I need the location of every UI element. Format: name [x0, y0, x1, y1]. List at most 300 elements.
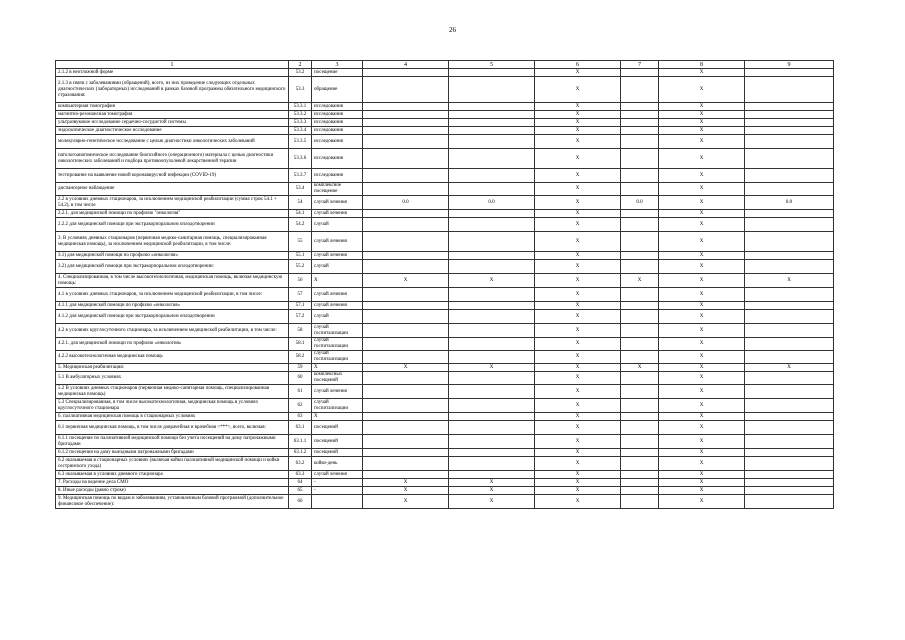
cell-value: X [659, 111, 745, 119]
cell-value: X [535, 111, 621, 119]
table-row [56, 421, 834, 435]
table-row [56, 260, 834, 274]
cell-value: X [535, 196, 621, 210]
cell-value [449, 338, 535, 351]
cell-value: X [535, 302, 621, 310]
cell-value: X [535, 135, 621, 149]
row-code: 53.4 [289, 183, 312, 196]
table-row [56, 364, 834, 372]
table-row [56, 385, 834, 399]
cell-value [449, 111, 535, 119]
row-unit: случай лечения [312, 232, 363, 252]
cell-value: X [659, 232, 745, 252]
cell-value [621, 135, 659, 149]
cell-value: X [659, 119, 745, 127]
cell-value: X [659, 183, 745, 196]
cell-value [449, 413, 535, 421]
cell-value: X [535, 183, 621, 196]
cell-value [363, 413, 449, 421]
cell-value [449, 471, 535, 479]
row-unit: посещений [312, 435, 363, 449]
row-name: магнитно-резонансная томография [56, 111, 289, 119]
row-unit: исследования [312, 135, 363, 149]
cell-value [621, 372, 659, 385]
row-code: 53.2 [289, 69, 312, 77]
table-row [56, 69, 834, 77]
cell-value: X [659, 69, 745, 77]
cell-value [621, 103, 659, 111]
table-row [56, 372, 834, 385]
cell-value: X [535, 274, 621, 288]
row-unit: обращение [312, 77, 363, 103]
cell-value [745, 449, 834, 457]
cell-value [745, 471, 834, 479]
cell-value: X [659, 288, 745, 302]
row-code: 65 [289, 487, 312, 495]
cell-value [745, 119, 834, 127]
row-code: 56 [289, 274, 312, 288]
row-unit: случай госпитализации [312, 324, 363, 338]
table-row [56, 169, 834, 183]
column-number: 6 [535, 61, 621, 69]
cell-value [621, 449, 659, 457]
cell-value [745, 111, 834, 119]
row-code: 53.3.2 [289, 111, 312, 119]
cell-value [621, 338, 659, 351]
cell-value: X [659, 302, 745, 310]
cell-value: X [535, 351, 621, 364]
cell-value: X [659, 471, 745, 479]
cell-value [745, 310, 834, 324]
row-unit: - [312, 487, 363, 495]
row-name: 2.2 в условиях дневных стационаров, за исключением медицинской реабилитации (сумма строк 54.1 + 54.2), в том числе [56, 196, 289, 210]
cell-value: X [363, 274, 449, 288]
cell-value [621, 471, 659, 479]
table-row [56, 218, 834, 232]
cell-value: X [659, 77, 745, 103]
row-name: молекулярно-генетическое исследование с целью диагностики онкологических заболеваний [56, 135, 289, 149]
row-name: 9. Медицинская помощь по видам и заболеваниям, установленным базовой программой (дополнительное финансовое обеспечение): [56, 495, 289, 509]
row-name: 2.1.3 в связи с заболеваниями (обращений), всего, из них проведение следующих отдельных диагностических (лабораторных) исследований в рамках базовой программы обязательного медицинского страхования: [56, 77, 289, 103]
row-unit: случай госпитализации [312, 351, 363, 364]
cell-value [449, 260, 535, 274]
cell-value: X [535, 449, 621, 457]
row-unit: исследования [312, 149, 363, 169]
cell-value: X [535, 169, 621, 183]
row-code: 63.1.2 [289, 449, 312, 457]
row-name: 4.1.1 для медицинской помощи по профилю «онкология» [56, 302, 289, 310]
row-name: 7. Расходы на ведение дела СМО [56, 479, 289, 487]
cell-value: X [659, 421, 745, 435]
table-row [56, 479, 834, 487]
cell-value [621, 351, 659, 364]
cell-value: X [659, 487, 745, 495]
cell-value: X [535, 119, 621, 127]
cell-value: X [449, 274, 535, 288]
cell-value: X [659, 449, 745, 457]
cell-value [449, 421, 535, 435]
column-number: 5 [449, 61, 535, 69]
cell-value: X [745, 274, 834, 288]
cell-value [449, 252, 535, 260]
row-unit: случай лечения [312, 471, 363, 479]
table-row [56, 149, 834, 169]
cell-value [621, 399, 659, 413]
row-name: 2.2.1. для медицинской помощи по профилю "онкология" [56, 210, 289, 218]
row-code: 58.2 [289, 351, 312, 364]
cell-value: X [659, 338, 745, 351]
row-code: 57 [289, 288, 312, 302]
cell-value [363, 471, 449, 479]
row-unit: исследования [312, 127, 363, 135]
cell-value [449, 435, 535, 449]
row-name: 6. паллиативная медицинская помощь в стационарных условиях [56, 413, 289, 421]
cell-value: X [659, 135, 745, 149]
cell-value: X [535, 210, 621, 218]
cell-value [745, 288, 834, 302]
cell-value [745, 69, 834, 77]
row-name: компьютерная томография [56, 103, 289, 111]
cell-value [745, 260, 834, 274]
row-name: эндоскопическое диагностическое исследование [56, 127, 289, 135]
cell-value [621, 232, 659, 252]
cell-value [745, 435, 834, 449]
cell-value: X [449, 495, 535, 509]
cell-value [363, 77, 449, 103]
cell-value [621, 210, 659, 218]
cell-value [621, 495, 659, 509]
table-row [56, 135, 834, 149]
cell-value [363, 127, 449, 135]
row-code: 53.3.5 [289, 135, 312, 149]
row-code: 63.3 [289, 471, 312, 479]
cell-value: X [363, 495, 449, 509]
cell-value [449, 210, 535, 218]
cell-value [745, 495, 834, 509]
cell-value [449, 302, 535, 310]
cell-value: X [535, 77, 621, 103]
table-row [56, 103, 834, 111]
row-name: 2.1.2 в неотложной форме [56, 69, 289, 77]
row-unit: посещение [312, 69, 363, 77]
row-unit: исследования [312, 119, 363, 127]
cell-value [621, 260, 659, 274]
cell-value [449, 310, 535, 324]
cell-value: X [659, 413, 745, 421]
cell-value: X [535, 260, 621, 274]
cell-value [363, 399, 449, 413]
cell-value [621, 77, 659, 103]
table-row [56, 196, 834, 210]
cell-value [745, 351, 834, 364]
row-name: 3. В условиях дневных стационаров (первичная медико-санитарная помощь, специализированная медицинская помощь), за исключением медицинской реабилитации, в том числе: [56, 232, 289, 252]
cell-value: X [659, 457, 745, 471]
cell-value [745, 232, 834, 252]
data-table [55, 60, 834, 509]
row-code: 64 [289, 479, 312, 487]
cell-value: X [659, 218, 745, 232]
row-name: диспансерное наблюдение [56, 183, 289, 196]
row-code: 57.1 [289, 302, 312, 310]
row-unit: X [312, 413, 363, 421]
cell-value [745, 183, 834, 196]
cell-value [363, 183, 449, 196]
cell-value [745, 338, 834, 351]
column-number: 9 [745, 61, 834, 69]
cell-value [621, 487, 659, 495]
cell-value [363, 210, 449, 218]
cell-value [745, 103, 834, 111]
cell-value: X [449, 487, 535, 495]
cell-value [449, 169, 535, 183]
table-row [56, 413, 834, 421]
row-name: 5.3 Специализированная, в том числе высокотехнологичная, медицинская помощь в условиях круглосуточного стационара [56, 399, 289, 413]
cell-value [363, 310, 449, 324]
cell-value [363, 252, 449, 260]
row-code: 60 [289, 372, 312, 385]
cell-value [363, 103, 449, 111]
cell-value [363, 119, 449, 127]
cell-value: X [659, 127, 745, 135]
cell-value: X [535, 495, 621, 509]
cell-value: X [449, 364, 535, 372]
row-code: 53.3.7 [289, 169, 312, 183]
cell-value [449, 351, 535, 364]
cell-value [363, 135, 449, 149]
cell-value: X [621, 364, 659, 372]
cell-value [449, 119, 535, 127]
cell-value: X [535, 232, 621, 252]
row-code: 62 [289, 399, 312, 413]
row-code: 63.1.1 [289, 435, 312, 449]
table-row [56, 351, 834, 364]
row-unit: случай лечения [312, 385, 363, 399]
cell-value: X [535, 218, 621, 232]
cell-value [745, 252, 834, 260]
cell-value [745, 149, 834, 169]
row-code: 63 [289, 413, 312, 421]
row-name: 8. Иные расходы (равно строке) [56, 487, 289, 495]
cell-value [621, 457, 659, 471]
row-code: 55.1 [289, 252, 312, 260]
cell-value: X [449, 479, 535, 487]
cell-value [449, 232, 535, 252]
row-name: 4. Специализированная, в том числе высокотехнологичная, медицинская помощь, включая медицинскую помощь: [56, 274, 289, 288]
cell-value: X [535, 310, 621, 324]
cell-value [621, 479, 659, 487]
cell-value [363, 302, 449, 310]
row-code: 53.3.4 [289, 127, 312, 135]
cell-value [363, 421, 449, 435]
row-name: 3.2) для медицинской помощи при экстракорпоральном оплодотворении: [56, 260, 289, 274]
row-code: 53.3.1 [289, 103, 312, 111]
row-code: 58.1 [289, 338, 312, 351]
cell-value [363, 351, 449, 364]
cell-value [745, 218, 834, 232]
row-unit: исследования [312, 111, 363, 119]
row-name: 6.3 оказываемая в условиях дневного стационара [56, 471, 289, 479]
row-code: 54.2 [289, 218, 312, 232]
table-row [56, 274, 834, 288]
row-unit: случай лечения [312, 302, 363, 310]
cell-value [449, 449, 535, 457]
cell-value: X [659, 252, 745, 260]
cell-value: X [535, 413, 621, 421]
row-unit: случай лечения [312, 252, 363, 260]
cell-value [745, 399, 834, 413]
cell-value: X [535, 127, 621, 135]
cell-value [621, 288, 659, 302]
cell-value [621, 69, 659, 77]
row-name: 2.2.2 для медицинской помощи при экстракорпоральном оплодотворении [56, 218, 289, 232]
cell-value [621, 385, 659, 399]
cell-value [621, 413, 659, 421]
row-unit: посещений [312, 449, 363, 457]
cell-value [621, 119, 659, 127]
cell-value [449, 127, 535, 135]
column-number: 4 [363, 61, 449, 69]
table-row [56, 127, 834, 135]
row-code: 54.1 [289, 210, 312, 218]
row-code: 53.3 [289, 77, 312, 103]
row-code: 53.3.3 [289, 119, 312, 127]
column-number: 8 [659, 61, 745, 69]
column-number: 2 [289, 61, 312, 69]
cell-value: X [659, 210, 745, 218]
table-row [56, 495, 834, 509]
cell-value [449, 372, 535, 385]
cell-value [621, 183, 659, 196]
cell-value [621, 310, 659, 324]
cell-value: X [535, 252, 621, 260]
row-code: 63.2 [289, 457, 312, 471]
row-code: 61 [289, 385, 312, 399]
cell-value [745, 385, 834, 399]
cell-value [449, 457, 535, 471]
cell-value: X [535, 324, 621, 338]
cell-value [449, 288, 535, 302]
cell-value: X [535, 385, 621, 399]
cell-value [621, 169, 659, 183]
row-name: 4.2 в условиях круглосуточного стационара, за исключением медицинской реабилитации, в том числе: [56, 324, 289, 338]
cell-value: X [659, 435, 745, 449]
cell-value [745, 77, 834, 103]
column-number: 1 [56, 61, 289, 69]
cell-value: X [535, 364, 621, 372]
row-name: 4.2.2 высокотехнологичная медицинская помощь [56, 351, 289, 364]
cell-value [449, 135, 535, 149]
cell-value [621, 127, 659, 135]
cell-value: X [659, 385, 745, 399]
row-code: 54 [289, 196, 312, 210]
table-row [56, 210, 834, 218]
cell-value [621, 421, 659, 435]
row-name: 6.2 оказываемая в стационарных условиях (включая койки паллиативной медицинской помощи и койки сестринского ухода) [56, 457, 289, 471]
cell-value: X [535, 399, 621, 413]
cell-value [621, 435, 659, 449]
row-unit: случай [312, 310, 363, 324]
column-number: 7 [621, 61, 659, 69]
cell-value [745, 135, 834, 149]
table-body [56, 61, 834, 509]
cell-value [745, 413, 834, 421]
row-unit: случай лечения [312, 288, 363, 302]
cell-value: 0.0 [363, 196, 449, 210]
table-row [56, 471, 834, 479]
row-unit: X [312, 364, 363, 372]
cell-value: 0.0 [621, 196, 659, 210]
cell-value [745, 487, 834, 495]
cell-value [449, 103, 535, 111]
cell-value [363, 324, 449, 338]
cell-value: X [535, 487, 621, 495]
page-number: 26 [449, 26, 456, 34]
row-code: 59 [289, 364, 312, 372]
row-unit: посещений [312, 421, 363, 435]
cell-value: X [535, 69, 621, 77]
cell-value [449, 218, 535, 232]
row-name: 6.1 первичная медицинская помощь, в том числе доврачебная и врачебная <***>, всего, включая: [56, 421, 289, 435]
cell-value [363, 149, 449, 169]
row-name: ультразвуковое исследование сердечно-сосудистой системы [56, 119, 289, 127]
row-name: 5.1 В амбулаторных условиях [56, 372, 289, 385]
table-row [56, 338, 834, 351]
cell-value: X [659, 103, 745, 111]
table-row [56, 310, 834, 324]
row-unit: случай [312, 218, 363, 232]
cell-value [621, 252, 659, 260]
cell-value [621, 302, 659, 310]
cell-value: X [535, 149, 621, 169]
cell-value: X [659, 399, 745, 413]
cell-value [363, 385, 449, 399]
cell-value: X [659, 149, 745, 169]
table-row [56, 302, 834, 310]
cell-value [363, 111, 449, 119]
cell-value [449, 385, 535, 399]
row-name: тестирование на выявление новой коронавирусной инфекции (COVID-19) [56, 169, 289, 183]
row-unit: X [312, 274, 363, 288]
table-row [56, 449, 834, 457]
cell-value: X [535, 471, 621, 479]
cell-value: X [659, 274, 745, 288]
cell-value [363, 372, 449, 385]
table-row [56, 324, 834, 338]
cell-value [449, 77, 535, 103]
cell-value: X [659, 372, 745, 385]
table-row [56, 77, 834, 103]
table-row [56, 119, 834, 127]
cell-value: X [535, 457, 621, 471]
table-row [56, 399, 834, 413]
row-name: 5. Медицинская реабилитация: [56, 364, 289, 372]
cell-value: X [363, 364, 449, 372]
row-code: 57.2 [289, 310, 312, 324]
row-unit [312, 495, 363, 509]
cell-value: X [535, 435, 621, 449]
table-row [56, 111, 834, 119]
row-unit: комплексных посещений [312, 372, 363, 385]
cell-value [363, 169, 449, 183]
table-row [56, 252, 834, 260]
cell-value: X [535, 338, 621, 351]
cell-value: X [535, 103, 621, 111]
cell-value: X [659, 324, 745, 338]
cell-value: 0.0 [745, 196, 834, 210]
cell-value: X [659, 260, 745, 274]
row-name: 5.2 В условиях дневных стационаров (первичная медико-санитарная помощь, специализированная медицинская помощь) [56, 385, 289, 399]
cell-value [363, 435, 449, 449]
